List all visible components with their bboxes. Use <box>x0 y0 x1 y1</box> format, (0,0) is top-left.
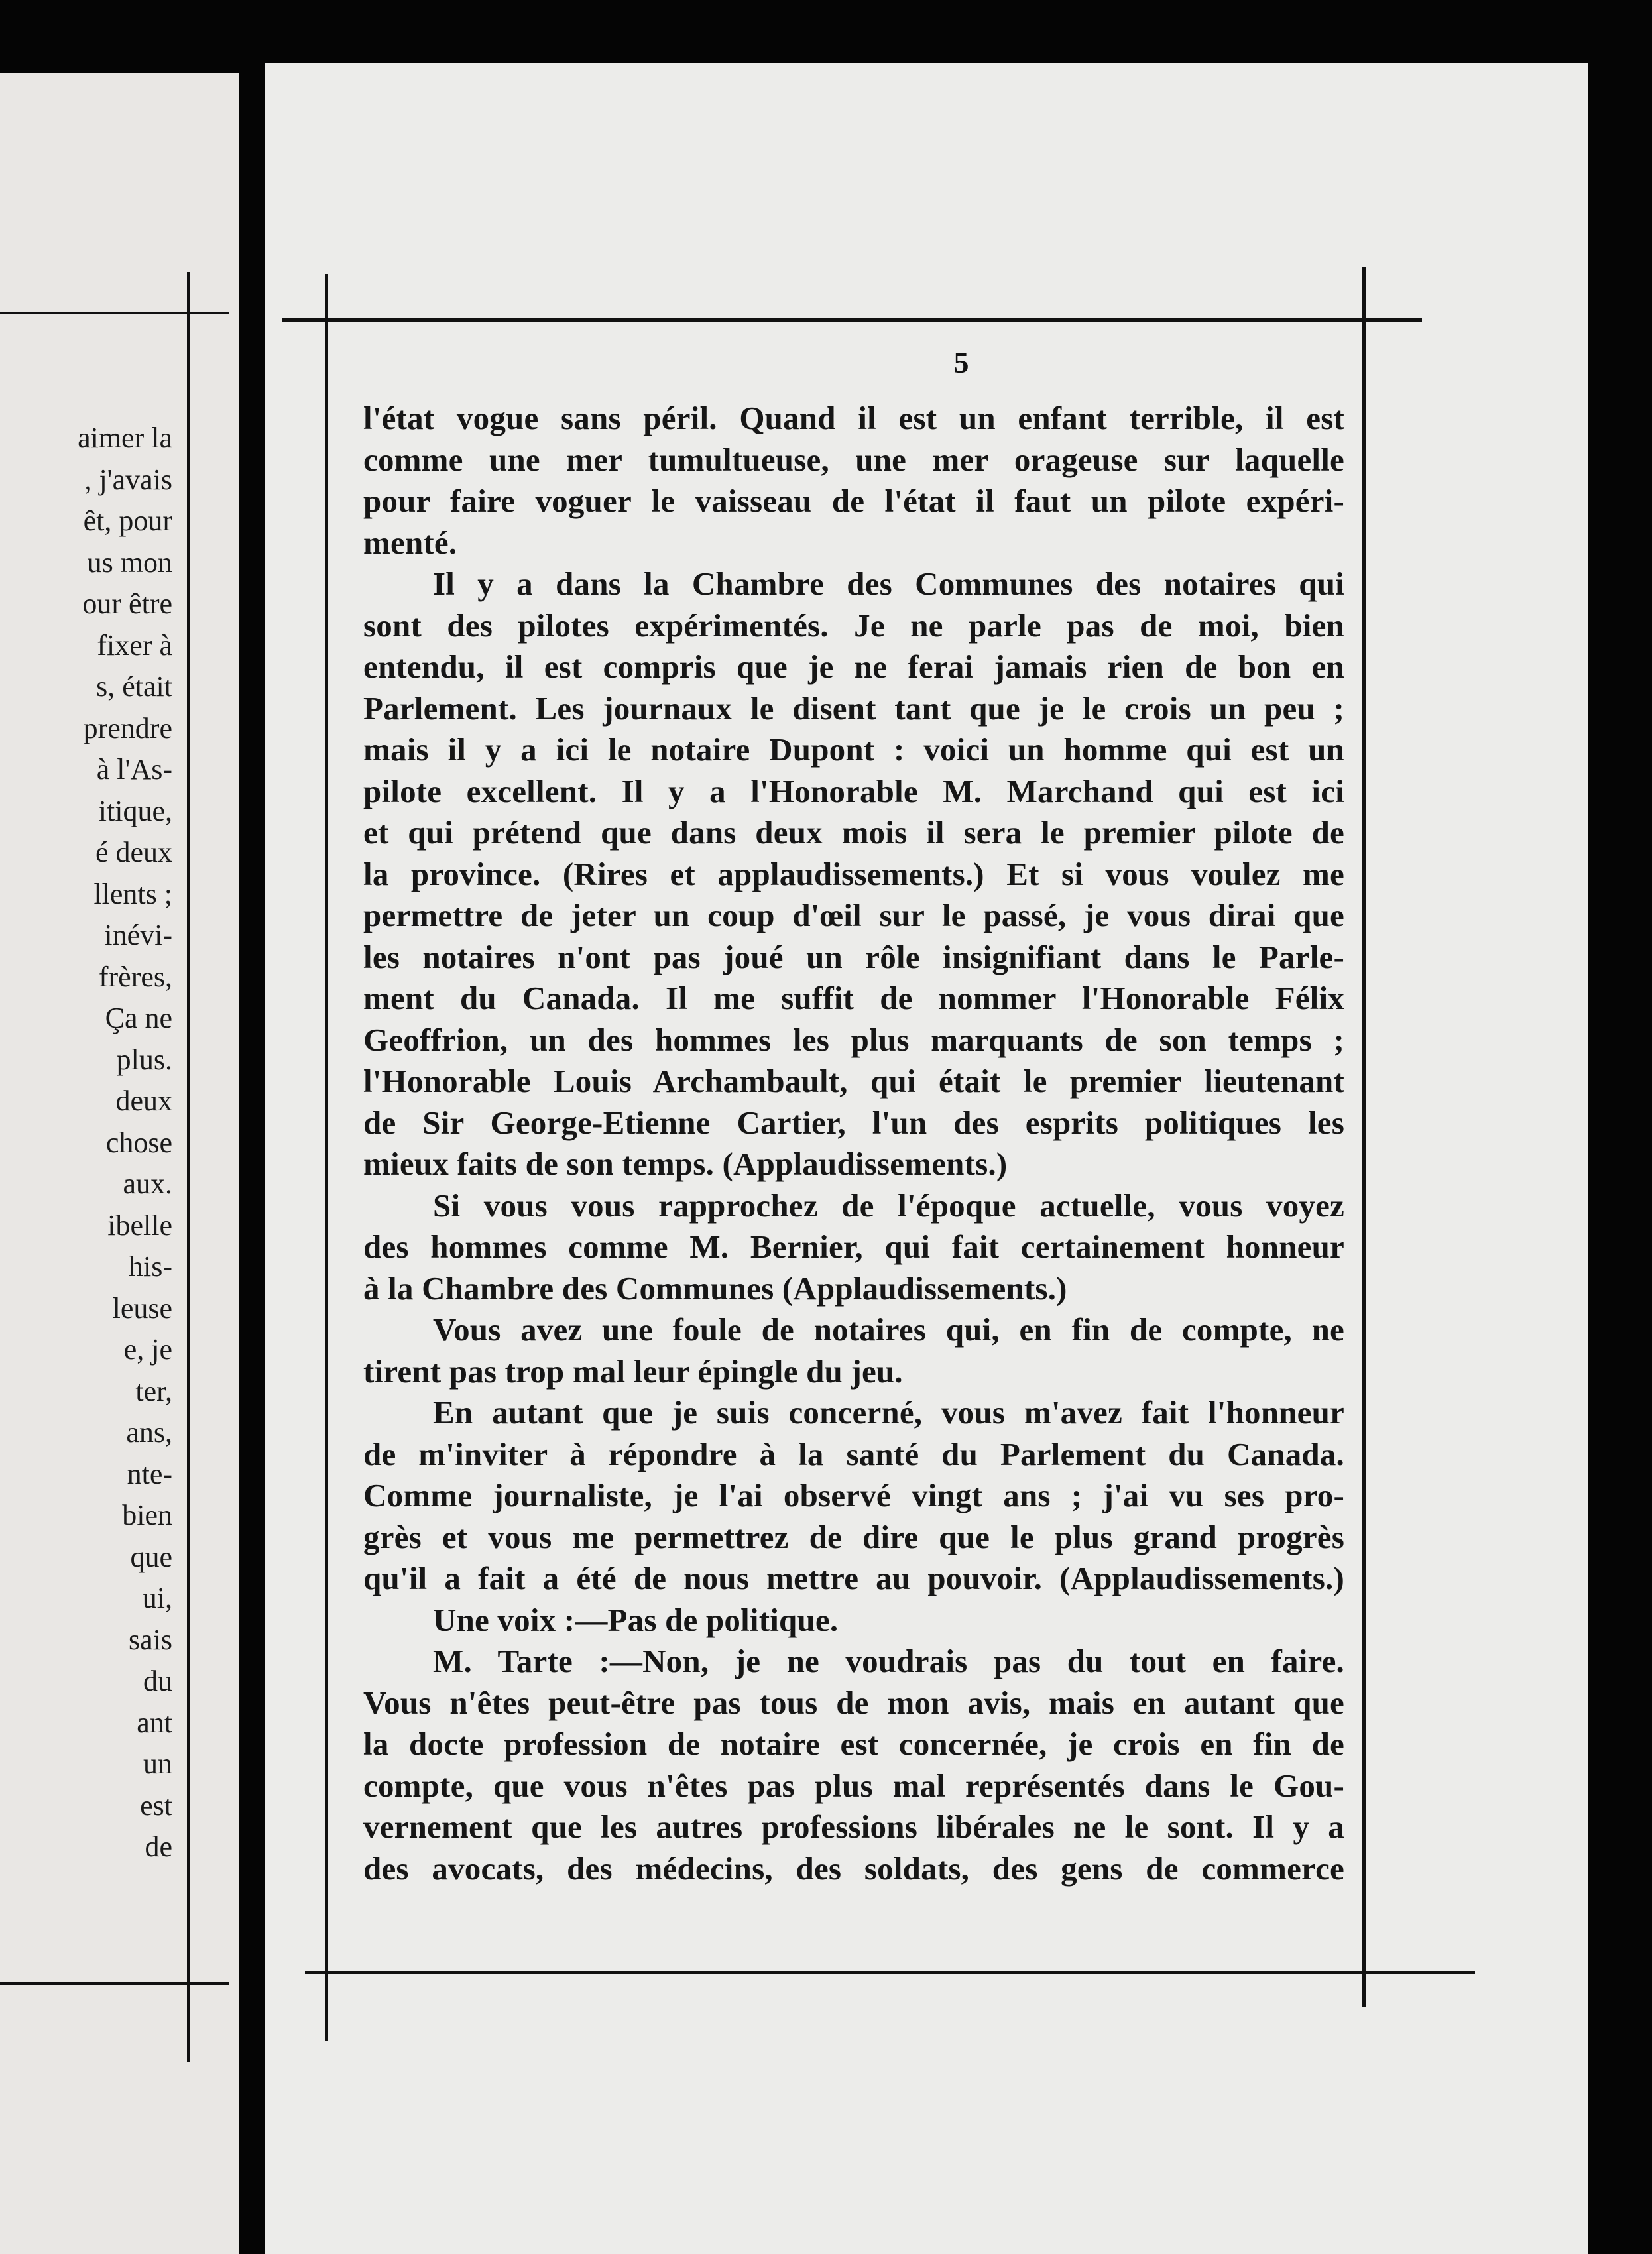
text-line: Comme journaliste, je l'ai observé vingt ans ; j'ai vu ses pro- <box>363 1477 1344 1513</box>
left-page-line: nte- <box>127 1457 172 1490</box>
text-line: M. Tarte :—Non, je ne voudrais pas du tout en faire. <box>433 1643 1344 1679</box>
left-page-line: chose <box>105 1126 172 1159</box>
left-page-line: leuse <box>112 1291 172 1325</box>
text-line: qu'il a fait a été de nous mettre au pouvoir. (Applaudissements.) <box>363 1560 1344 1596</box>
left-page-line: inévi- <box>104 919 172 951</box>
left-page-line: un <box>143 1748 172 1780</box>
text-line: des avocats, des médecins, des soldats, des gens de commerce <box>363 1850 1344 1887</box>
left-page-line: itique, <box>98 794 172 827</box>
text-line: l'état vogue sans péril. Quand il est un enfant terrible, il est <box>363 400 1344 436</box>
text-line: tirent pas trop mal leur épingle du jeu. <box>363 1352 903 1390</box>
body-text <box>363 398 1610 1889</box>
left-page-line: plus. <box>116 1043 172 1076</box>
left-page-line: sais <box>129 1623 172 1656</box>
left-page-line: prendre <box>83 711 172 744</box>
left-page-line: us mon <box>87 546 172 579</box>
left-page-line: frères, <box>98 960 172 993</box>
text-line: entendu, il est compris que je ne ferai jamais rien de bon en <box>363 648 1344 685</box>
text-line: menté. <box>363 524 457 561</box>
left-page-line: aimer la <box>78 422 172 454</box>
left-page-line: bien <box>122 1499 172 1531</box>
frame-top-rule <box>282 318 1422 322</box>
text-line: permettre de jeter un coup d'œil sur le passé, je vous dirai que <box>363 897 1344 933</box>
left-page-line: Ça ne <box>105 1002 172 1034</box>
left-page-line: , j'avais <box>84 463 172 496</box>
left-page-line: de <box>145 1830 172 1863</box>
text-line: pilote excellent. Il y a l'Honorable M. Marchand qui est ici <box>363 772 1344 809</box>
text-line: sont des pilotes expérimentés. Je ne parle pas de moi, bien <box>363 607 1344 644</box>
text-line: comme une mer tumultueuse, une mer orageuse sur laquelle <box>363 441 1344 478</box>
text-line: Si vous vous rapprochez de l'époque actuelle, vous voyez <box>433 1187 1344 1224</box>
text-line: de m'inviter à répondre à la santé du Parlement du Canada. <box>363 1435 1344 1472</box>
document-page <box>265 63 1588 2254</box>
text-line: la docte profession de notaire est concernée, je crois en fin de <box>363 1726 1344 1762</box>
left-page-line: que <box>130 1540 172 1573</box>
text-line: à la Chambre des Communes (Applaudissements.) <box>363 1270 1067 1307</box>
text-line: grès et vous me permettrez de dire que le plus grand progrès <box>363 1518 1344 1555</box>
left-page-line: ibelle <box>107 1209 172 1242</box>
left-page-line: du <box>143 1665 172 1697</box>
text-line: la province. (Rires et applaudissements.) Et si vous voulez me <box>363 855 1344 892</box>
text-line: En autant que je suis concerné, vous m'avez fait l'honneur <box>433 1394 1344 1431</box>
text-line: l'Honorable Louis Archambault, qui était le premier lieutenant <box>363 1063 1344 1099</box>
text-line: Il y a dans la Chambre des Communes des notaires qui <box>433 565 1344 602</box>
frame-bottom-rule <box>305 1971 1475 1974</box>
left-page-line: our être <box>82 587 172 620</box>
left-page-line: ant <box>137 1706 172 1739</box>
text-line: mais il y a ici le notaire Dupont : voici un homme qui est un <box>363 731 1344 768</box>
frame-left-rule <box>325 274 328 2041</box>
left-page-line: ans, <box>126 1416 172 1449</box>
left-page-line: llents ; <box>93 877 172 910</box>
left-page-line: deux <box>115 1085 172 1117</box>
left-facing-page <box>0 73 239 2254</box>
text-line: les notaires n'ont pas joué un rôle insignifiant dans le Parle- <box>363 938 1344 975</box>
left-page-line: ter, <box>135 1374 172 1407</box>
text-line: compte, que vous n'êtes pas plus mal représentés dans le Gou- <box>363 1767 1344 1804</box>
left-page-line: à l'As- <box>96 753 172 786</box>
left-page-line: est <box>140 1789 172 1822</box>
left-page-line: aux. <box>123 1167 172 1200</box>
text-line: de Sir George-Etienne Cartier, l'un des esprits politiques les <box>363 1104 1344 1141</box>
left-page-line: his- <box>129 1250 172 1283</box>
left-page-bottom-rule <box>0 1982 229 1985</box>
left-page-top-rule <box>0 312 229 314</box>
text-line: Vous n'êtes peut-être pas tous de mon avis, mais en autant que <box>363 1684 1344 1721</box>
left-page-text-fragments <box>0 418 172 1868</box>
text-line: Vous avez une foule de notaires qui, en fin de compte, ne <box>433 1311 1344 1348</box>
text-line: des hommes comme M. Bernier, qui fait certainement honneur <box>363 1228 1344 1265</box>
text-line: vernement que les autres professions libérales ne le sont. Il y a <box>363 1809 1344 1845</box>
text-line: Parlement. Les journaux le disent tant que je le crois un peu ; <box>363 689 1344 727</box>
page-number: 5 <box>953 345 969 379</box>
text-line: pour faire voguer le vaisseau de l'état il faut un pilote expéri- <box>363 483 1344 519</box>
text-line: mieux faits de son temps. (Applaudissements.) <box>363 1146 1008 1182</box>
left-page-line: fixer à <box>97 628 172 662</box>
text-line: ment du Canada. Il me suffit de nommer l'Honorable Félix <box>363 980 1344 1016</box>
text-line: et qui prétend que dans deux mois il sera le premier pilote de <box>363 814 1344 851</box>
left-page-line: êt, pour <box>83 504 172 537</box>
text-line: Geoffrion, un des hommes les plus marquants de son temps ; <box>363 1021 1344 1058</box>
left-page-vertical-rule <box>187 272 190 2062</box>
text-line: Une voix :—Pas de politique. <box>433 1601 839 1638</box>
left-page-line: ui, <box>142 1582 172 1614</box>
left-page-line: s, était <box>96 670 172 703</box>
left-page-line: é deux <box>95 836 172 868</box>
left-page-line: e, je <box>123 1333 172 1366</box>
